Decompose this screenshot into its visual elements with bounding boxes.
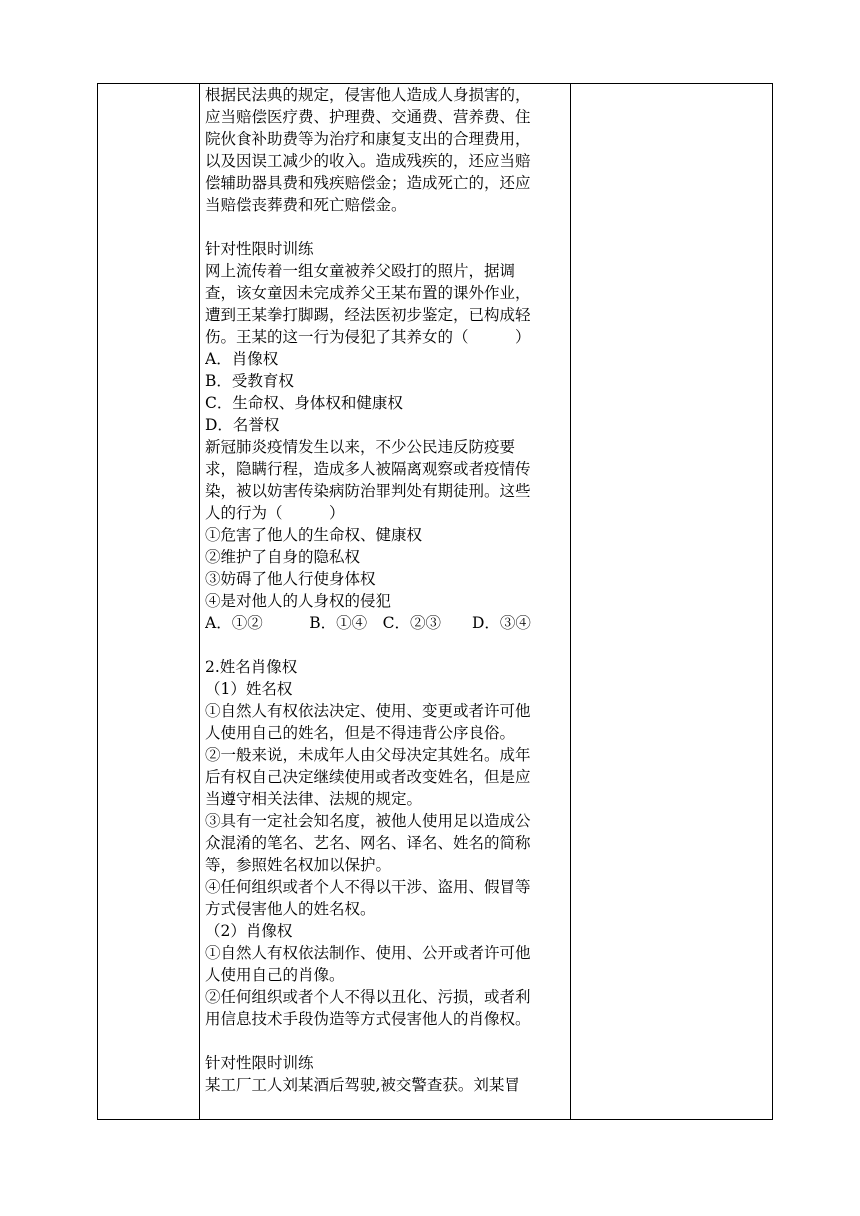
statement-1: ①危害了他人的生命权、健康权 (205, 526, 423, 544)
answer-options: A．①② B．①④ C．②③ D．③④ (205, 614, 531, 632)
content-cell (205, 84, 571, 1096)
text-line: 以及因误工减少的收入。造成残疾的，还应当赔 (205, 152, 531, 170)
text-line: 某工厂工人刘某酒后驾驶,被交警查获。刘某冒 (205, 1076, 520, 1094)
option-b: B．受教育权 (205, 372, 294, 390)
section-heading: 2.姓名肖像权 (205, 658, 298, 676)
text-line: 院伙食补助费等为治疗和康复支出的合理费用， (205, 130, 531, 148)
text-line: 人使用自己的姓名，但是不得违背公序良俗。 (205, 724, 516, 742)
text-line: ②任何组织或者个人不得以丑化、污损，或者利 (205, 988, 531, 1006)
blank-line (205, 634, 571, 656)
text-line: ①自然人有权依法制作、使用、公开或者许可他 (205, 944, 531, 962)
option-d: D．名誉权 (205, 416, 280, 434)
statement-4: ④是对他人的人身权的侵犯 (205, 592, 392, 610)
text-line: ②一般来说，未成年人由父母决定其姓名。成年 (205, 746, 531, 764)
option-a: A．肖像权 (205, 350, 279, 368)
text-line: 根据民法典的规定，侵害他人造成人身损害的， (205, 86, 531, 104)
text-line: 染，被以妨害传染病防治罪判处有期徒刑。这些 (205, 482, 531, 500)
option-c: C．生命权、身体权和健康权 (205, 394, 403, 412)
text-line: 新冠肺炎疫情发生以来，不少公民违反防疫要 (205, 438, 516, 456)
text-line: 查，该女童因未完成养父王某布置的课外作业， (205, 284, 531, 302)
text-line: 等，参照姓名权加以保护。 (205, 856, 392, 874)
text-line: 当遵守相关法律、法规的规定。 (205, 790, 423, 808)
text-line: 当赔偿丧葬费和死亡赔偿金。 (205, 196, 407, 214)
text-line: ③具有一定社会知名度，被他人使用足以造成公 (205, 812, 531, 830)
blank-line (205, 216, 571, 238)
subsection-heading: （1）姓名权 (205, 680, 293, 698)
text-line: 众混淆的笔名、艺名、网名、译名、姓名的简称 (205, 834, 531, 852)
section-heading: 针对性限时训练 (205, 1054, 314, 1072)
text-line: 后有权自己决定继续使用或者改变姓名，但是应 (205, 768, 531, 786)
text-line: 人使用自己的肖像。 (205, 966, 345, 984)
blank-line (205, 1030, 571, 1052)
subsection-heading: （2）肖像权 (205, 922, 293, 940)
text-line: 用信息技术手段伪造等方式侵害他人的肖像权。 (205, 1010, 531, 1028)
text-line: 应当赔偿医疗费、护理费、交通费、营养费、住 (205, 108, 531, 126)
statement-3: ③妨碍了他人行使身体权 (205, 570, 376, 588)
statement-2: ②维护了自身的隐私权 (205, 548, 361, 566)
text-line: ①自然人有权依法决定、使用、变更或者许可他 (205, 702, 531, 720)
question-line: 人的行为（ ） (205, 504, 345, 522)
text-line: 方式侵害他人的姓名权。 (205, 900, 376, 918)
column-divider-left (199, 84, 200, 1119)
document-table (97, 83, 773, 1120)
text-line: ④任何组织或者个人不得以干涉、盗用、假冒等 (205, 878, 531, 896)
question-line: 伤。王某的这一行为侵犯了其养女的（ ） (205, 328, 531, 346)
section-heading: 针对性限时训练 (205, 240, 314, 258)
text-line: 求，隐瞒行程，造成多人被隔离观察或者疫情传 (205, 460, 531, 478)
text-line: 网上流传着一组女童被养父殴打的照片，据调 (205, 262, 516, 280)
text-line: 偿辅助器具费和残疾赔偿金；造成死亡的，还应 (205, 174, 531, 192)
text-line: 遭到王某拳打脚踢，经法医初步鉴定，已构成轻 (205, 306, 531, 324)
